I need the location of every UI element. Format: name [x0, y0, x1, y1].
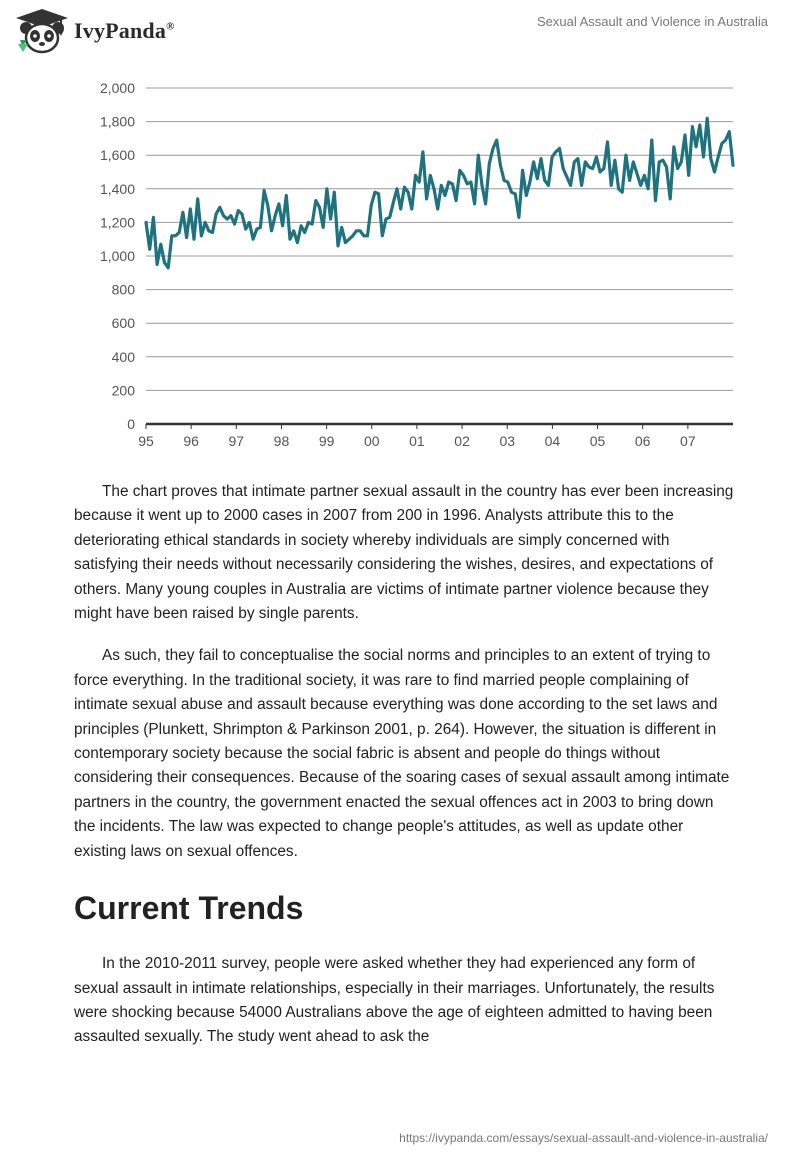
article-body [74, 480, 734, 1068]
x-tick-label: 01 [409, 433, 425, 449]
y-tick-label: 200 [111, 382, 135, 399]
x-tick-label: 06 [634, 433, 651, 449]
x-tick-label: 97 [228, 433, 245, 449]
y-tick-label: 600 [111, 315, 135, 332]
y-tick-label: 1,000 [99, 248, 135, 264]
section-heading-current-trends: Current Trends [74, 890, 304, 927]
y-tick-label: 400 [111, 348, 135, 365]
y-tick-label: 800 [111, 281, 135, 298]
brand-name: IvyPanda® [74, 18, 175, 43]
chart-svg [80, 68, 745, 460]
page-header [0, 0, 800, 60]
x-tick-label: 04 [544, 433, 561, 449]
panda-graduate-icon [14, 8, 70, 54]
y-tick-label: 1,800 [99, 113, 135, 130]
x-tick-label: 05 [589, 433, 606, 449]
x-tick-label: 99 [318, 433, 335, 449]
document-title: Sexual Assault and Violence in Australia [536, 14, 768, 29]
y-tick-label: 2,000 [99, 80, 135, 96]
brand-logo[interactable] [14, 8, 175, 54]
x-tick-label: 03 [499, 433, 516, 449]
x-tick-label: 96 [183, 433, 199, 449]
cases-line-chart [80, 68, 745, 460]
paragraph-chart-analysis: The chart proves that intimate partner sexual assault in the country has ever been increasing because it went up to 2000 cases in 2007 from 200 in 1996. Analysts attribute this to the deteriorating ethical standards in society whereby individuals are simply concerned with satisfying their needs without necessarily considering the wishes, desires, and expectations of others. Many young couples in Australia are victims of intimate partner violence because they might have been raised by single parents. [74, 483, 734, 623]
y-tick-label: 0 [127, 416, 135, 432]
series-line [146, 118, 733, 268]
x-tick-label: 98 [273, 433, 290, 449]
paragraph-social-norms: As such, they fail to conceptualise the social norms and principles to an extent of trying to force everything. In the traditional society, it was rare to find married people complaining of intimate sexual abuse and assault because everything was done according to the set laws and principles (Plunkett, Shrimpton & Parkinson 2001, p. 264). However, the situation is different in contemporary society because the social fabric is absent and people do things without considering their consequences. Because of the soaring cases of sexual assault among intimate partners in the country, the government enacted the sexual offences act in 2003 to bring down the incidents. The law was expected to change people's attitudes, as well as update other existing laws on sexual offences. [74, 647, 730, 860]
x-tick-label: 95 [138, 433, 154, 449]
source-url[interactable]: https://ivypanda.com/essays/sexual-assault-and-violence-in-australia/ [399, 1131, 768, 1145]
x-tick-label: 02 [454, 433, 470, 449]
y-tick-label: 1,600 [99, 147, 135, 164]
y-tick-label: 1,400 [99, 180, 135, 197]
paragraph-survey: In the 2010-2011 survey, people were asked whether they had experienced any form of sexual assault in intimate relationships, especially in their marriages. Unfortunately, the results were shocking because 54000 Australians above the age of eighteen admitted to having been assaulted sexually. The study went ahead to ask the [74, 955, 715, 1046]
y-tick-label: 1,200 [99, 214, 135, 231]
x-tick-label: 07 [680, 433, 696, 449]
x-tick-label: 00 [363, 433, 380, 449]
